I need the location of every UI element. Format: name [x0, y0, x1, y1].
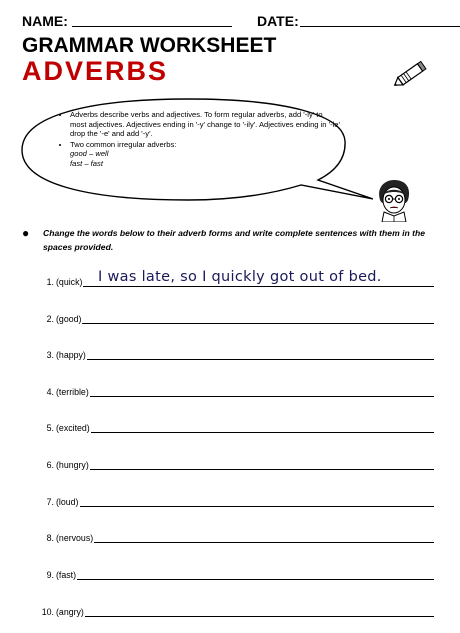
answer-line[interactable] [91, 432, 434, 433]
answer-line[interactable] [90, 469, 434, 470]
item-word: (terrible) [56, 387, 89, 397]
answer-line[interactable] [87, 359, 434, 360]
item-number: 10. [41, 607, 54, 617]
item-number: 9. [46, 570, 54, 580]
answer-line[interactable] [80, 506, 434, 507]
item-number: 1. [46, 277, 54, 287]
item-word: (loud) [56, 497, 79, 507]
handwritten-answer: I was late, so I quickly got out of bed. [98, 269, 382, 285]
date-label: DATE: [257, 13, 299, 29]
worksheet-subtitle: ADVERBS [22, 56, 169, 86]
exercise-item [22, 344, 434, 360]
irregular-section [70, 140, 340, 169]
grammar-rule-box [58, 110, 340, 169]
exercise-item [22, 601, 434, 617]
item-word: (good) [56, 314, 82, 324]
irregular-pair-fast: fast – fast [70, 158, 103, 168]
exercise-item [22, 564, 434, 580]
item-number: 5. [46, 423, 54, 433]
item-number: 8. [46, 533, 54, 543]
rule-text: • Adverbs describe verbs and adjectives. To form regular adverbs, add '-ly' to most adjectives. Adjectives ending in '-y' change to '-ily'. Adjectives ending in '-le' drop the '-e' and add '-y'. [70, 110, 340, 139]
exercise-item [22, 527, 434, 543]
exercise-item [22, 417, 434, 433]
irregular-pair-good: good – well [70, 149, 109, 158]
answer-line[interactable] [82, 323, 434, 324]
exercise-item [22, 271, 434, 287]
worksheet-header [22, 11, 442, 31]
item-word: (nervous) [56, 533, 94, 543]
bullet-icon: ● [22, 226, 30, 240]
irregular-intro: Two common irregular adverbs: [70, 139, 177, 149]
item-number: 6. [46, 460, 54, 470]
date-blank-line[interactable] [300, 26, 460, 27]
exercise-item [22, 491, 434, 507]
item-word: (angry) [56, 607, 84, 617]
item-number: 2. [46, 314, 54, 324]
item-word: (happy) [56, 350, 86, 360]
exercise-item [22, 381, 434, 397]
answer-line[interactable] [83, 286, 434, 287]
teacher-face-icon [372, 178, 416, 222]
item-word: (hungry) [56, 460, 89, 470]
exercise-item [22, 308, 434, 324]
exercise-item [22, 454, 434, 470]
instruction-text: Change the words below to their adverb forms and write complete sentences with them in the spaces provided. [43, 228, 426, 252]
name-blank-line[interactable] [72, 26, 232, 27]
item-word: (excited) [56, 423, 90, 433]
item-number: 4. [46, 387, 54, 397]
answer-line[interactable] [77, 579, 434, 580]
item-number: 7. [46, 497, 54, 507]
answer-line[interactable] [90, 396, 434, 397]
answer-line[interactable] [85, 616, 434, 617]
item-number: 3. [46, 350, 54, 360]
item-word: (quick) [56, 277, 83, 287]
name-label: NAME: [22, 13, 68, 29]
answer-line[interactable] [94, 542, 434, 543]
worksheet-title: GRAMMAR WORKSHEET [22, 34, 277, 57]
item-word: (fast) [56, 570, 77, 580]
pencil-icon [393, 58, 433, 88]
